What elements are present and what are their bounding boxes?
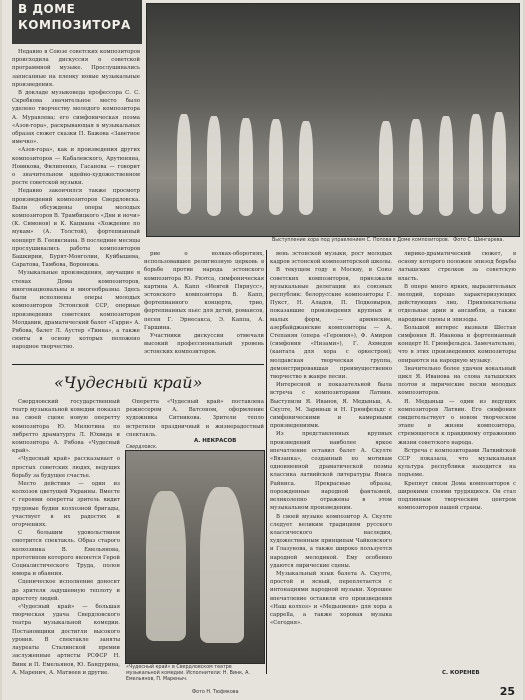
section-banner xyxy=(12,0,142,44)
paragraph: лирико-драматический сюжет, в основу которого положен эпизод борьбы латышских стрелков за советскую власть. xyxy=(398,251,516,282)
paragraph: Из представленных крупных произведений наиболее яркое впечатление оставил балет А. Скулте «Вязанка», созданный по мотивам одноименной драматической поэмы классика латвийской литературы Яниса Райниса. Прекрасные образы, порожденные народной фантазией, великолепно отражены в этом музыкальном произведении. xyxy=(270,431,392,512)
paragraph: «Чудесный край» — большая творческая удача Свердловского театра музыкальной комедии. Постановщики достигли высокого уровня. В спектакле заняты лауреаты Сталинской премии заслуженные артисты РСФСР Н. Винк и П. Емельянов, Ю. Бандурина, А. Маренич, А. Матвеев и другие. xyxy=(12,604,120,676)
choir-photo xyxy=(146,3,520,237)
paragraph: Интересной и показательной была встреча с композиторами Латвии. Выступили Я. Иванов, Я. Медыньш, А. Скулте, М. Зариньш и Н. Грюнфельдс с симфоническими и камерными произведениями. xyxy=(270,382,392,430)
operetta-photo-credit: Фото Н. Тюфякова xyxy=(192,690,239,695)
page-number: 25 xyxy=(499,685,515,698)
paragraph: Недавно в Союзе советских композиторов происходила дискуссия о советской программной музыке. Прослушивались записанные на пленку новые музыкальные произведения. xyxy=(12,49,140,88)
paragraph: Музыкальный язык балета А. Скулте, простой и ясный, переплетается с интонациями народной музыки. Хорошее впечатление оставили его произведения «Наш колхоз» и «Медьниеки» для хора a cappella, а также хоровая музыка «Сегодня». xyxy=(270,570,392,627)
divider xyxy=(266,250,267,674)
article-composers-column-2 xyxy=(144,250,264,358)
article-title: «Чудесный край» xyxy=(54,373,203,392)
operetta-photo xyxy=(125,450,265,664)
article-composers-column-1 xyxy=(12,48,140,368)
paragraph: В докладе музыковеда профессора С. С. Скребкова значительное место было уделено творчеству молодого композитора А. Муравлева; его симфоническая поэма «Азов-гора», раскрывающая в музыкальных образах сюжет сказки П. Бажова «Заветное имечко». xyxy=(12,90,140,146)
paragraph: рие о волках-оборотнях, использовавшее религиозную церковь в борьбе против народа эстонского композитора Ю. Ряэтса, симфоническая картина А. Капп «Иевгей Пярнусс», эстонского композитора В. Капп, фортепианного концерта, трио, фортепианных пьес для детей, романсов, песен Г. Эрнесакса, Э. Каппа, А. Гаршина. xyxy=(144,251,264,331)
article-author: А. НЕКРАСОВ xyxy=(194,438,237,444)
paragraph: Участники дискуссии отмечали высокий профессиональный уровень эстонских композиторов. xyxy=(144,333,264,356)
paragraph: Сценическое исполнение доносит до зрителя задушевную теплоту и простоту людей. xyxy=(12,579,120,602)
banner-line-1: В ДОМЕ xyxy=(18,2,76,16)
article-chudesny-column-2 xyxy=(126,398,264,438)
paragraph: Большой интерес вызвали Шестая симфония Я. Иванова и фортепианный концерт Н. Грюнфельдса. Замечательно, что в этих произведениях композиторы опираются на народную музыку. xyxy=(398,324,516,364)
paragraph: В своей музыке композитор А. Скулте следует великим традициям русского классического наследия, художественным принципам Чайковского и Глазунова, а также широко пользуется народной мелодикой. Ему особенно удаются лирические сцены. xyxy=(270,513,392,569)
article-city: Свердловск. xyxy=(126,445,158,450)
paragraph: В опере много ярких, выразительных мелодий, хорошо характеризующих действующих лиц. Привлекательны отдельные арии и ансамбли, а также народные сцены и эпизоды. xyxy=(398,283,516,323)
article-signature: С. КОРЕНЕВ xyxy=(442,670,480,676)
choir-photo-credit: Фото С. Шингарева. xyxy=(453,238,504,243)
divider xyxy=(12,364,264,365)
paragraph: Я. Медыньш — один из ведущих композиторов Латвии. Его симфония свидетельствует о новом творческом этапе в жизни композитора, стремящегося к правдивому отражению жизни советского народа. xyxy=(398,398,516,446)
paragraph: Значительно более удачен вокальный цикл Я. Иванова на слова латышских поэтов и лирические песни молодых композиторов. xyxy=(398,365,516,397)
article-composers-column-3 xyxy=(270,250,392,674)
operetta-photo-caption: «Чудесный край» в Свердловском театре музыкальной комедии. Исполнители: Н. Винк, А. Емельянов, П. Мареныч. xyxy=(126,665,250,682)
paragraph: «Чудесный край» рассказывает о простых советских людях, ведущих борьбу за будущее счастье. xyxy=(12,456,120,479)
paragraph: Недавно закончился также просмотр произведений композиторов Свердловска. Были обсуждены оперы молодых композиторов В. Трамбицкого «Дни и ночи» (К. Симонов) и К. Кацмана «Хождение по мукам» (А. Толстой), фортепианный концерт В. Геевксиана. В последние месяцы прослушивались работы композиторов Башкирии, Бурят-Монголии, Куйбышева, Саратова, Тамбова, Воронежа. xyxy=(12,188,140,269)
paragraph: вень эстонской музыки, рост молодых кадров эстонской композиторской школы. xyxy=(270,251,392,266)
magazine-page xyxy=(2,0,523,700)
banner-line-2: КОМПОЗИТОРА xyxy=(18,18,131,32)
paragraph: Музыкальные произведения, звучащие в стенах Дома композиторов, многонациональны и многообразны. Здесь были исполнены оперы молодых композиторов Эстонской ССР, оперные произведения советских композиторов Молдавии, драматический балет «Гарри» А. Рябова, балет Л. Аустер «Тиина», а также сюиты в основу которых положено народное творчество. xyxy=(12,270,140,351)
article-composers-column-4 xyxy=(398,250,516,664)
paragraph: Место действия — один из колхозов цветущей Украины. Вместе с героями оперетты зритель видит трудовые будни колхозной бригады, участвует в их радостях и огорчениях. xyxy=(12,481,120,529)
paragraph: Встреча с композиторами Латвийской ССР показала, что музыкальная культура республики находится на подъеме. xyxy=(398,447,516,479)
paragraph: С большим удовольствием смотрится спектакль. Образ старого колхозника В. Емельянова, прототипом которого является Герой Социалистического Труда, полон юмора и обаяния. xyxy=(12,530,120,578)
paragraph: В текущем году в Москву, в Союз советских композиторов, приезжали музыкальные делегации из союзных республик: белорусские композиторы Г. Пукст, Н. Аладов, П. Подковыров, показавшие произведения крупных и малых форм, — армянские, азербайджанские композиторы — А. Степанян (опера «Героиня»), Ф. Амиров (симфония «Низами»), Г. Ахмедов (кантата для хора с оркестром); молдавская творческая группа, демонстрировавшая преимущественно творчество в жанре песни. xyxy=(270,267,392,381)
choir-photo-caption: Выступление хора под управлением С. Попова в Доме композиторов. xyxy=(272,238,450,243)
article-chudesny-column-1 xyxy=(12,398,120,690)
paragraph: «Азов-гора», как и произведения других композиторов — Кабалевского, Арутюняна, Новикова, Филипенко, Гасанова — говорит о значительном идейно-художественном росте советской музыки. xyxy=(12,147,140,187)
paragraph: Свердловский государственный театр музыкальной комедии показал на своей сцене новую оперетту композитора Ю. Милютина по либретто драматурга Л. Юхвида и композитора А. Рябова «Чудесный край». xyxy=(12,399,120,455)
paragraph: Крепнут связи Дома композиторов с широкими слоями трудящихся. Он стал подлинным творческим центром композиторов нашей страны. xyxy=(398,480,516,512)
paragraph: Оперетта «Чудесный край» поставлена режиссером А. Ватсоном, оформление художника Ситникова. Зрители тепло встретили праздничный и жизнерадостный спектакль. xyxy=(126,399,264,438)
